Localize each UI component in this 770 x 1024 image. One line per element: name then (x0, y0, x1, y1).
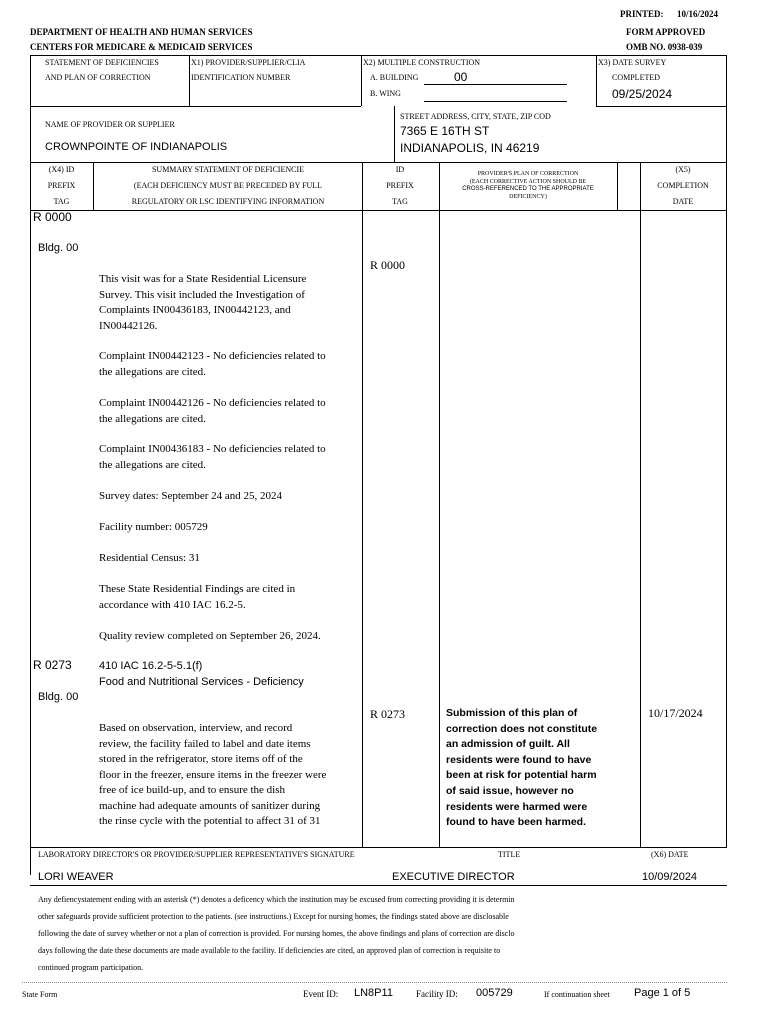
cms-line: CENTERS FOR MEDICARE & MEDICAID SERVICES (30, 42, 253, 52)
completion-header: (X5) COMPLETION DATE (657, 165, 709, 206)
complaint-paragraph-1: Complaint IN00442123 - No deficiencies related to the allegations are cited. (99, 350, 326, 378)
completed-date: 09/25/2024 (612, 87, 673, 101)
facility-id-label: Facility ID: (416, 989, 458, 999)
date-survey-label: X3) DATE SURVEY (598, 58, 667, 67)
provider-name-label: NAME OF PROVIDER OR SUPPLIER (45, 120, 175, 129)
tag-r0000: R 0000 (33, 210, 72, 224)
provider-id-label-2: IDENTIFICATION NUMBER (191, 73, 291, 82)
building-value: 00 (454, 70, 468, 84)
provider-id-label-1: X1) PROVIDER/SUPPLIER/CLIA (191, 58, 306, 67)
signer-name: LORI WEAVER (38, 871, 114, 883)
facility-id: 005729 (476, 987, 513, 999)
signer-title: EXECUTIVE DIRECTOR (392, 871, 515, 883)
printed-date: 10/16/2024 (677, 9, 719, 19)
disclaimer-footnote: Any defiencystatement ending with an asterisk (*) denotes a deficency which the institution may be excused from correcting providing it is determin other safeguards provide sufficient protection to the patients. (see instructions.) Except for nursing homes, the findings stated above are disclosable following the date of survey whether or not a plan of correction is provided. For nursing homes, the above findings and plans of correction are disclo days following the date these documents are made available to the facility. If deficiencies are cited, an approved plan of correction is requisite to continued program participation. (38, 895, 515, 972)
id-prefix-header: ID PREFIX TAG (386, 165, 414, 206)
omb-number: OMB NO. 0938-039 (626, 42, 703, 52)
statement-label-2: AND PLAN OF CORRECTION (45, 73, 151, 82)
address-line-1: 7365 E 16TH ST (400, 124, 490, 138)
continuation-label: If continuation sheet (544, 990, 610, 999)
address-line-2: INDIANAPOLIS, IN 46219 (400, 141, 540, 155)
complaint-paragraph-3: Complaint IN00436183 - No deficiencies related to the allegations are cited. (99, 443, 326, 471)
printed-label: PRINTED: (620, 9, 664, 19)
quality-review: Quality review completed on September 26, 2024. (99, 630, 321, 642)
building-tag-2: Bldg. 00 (38, 691, 79, 703)
completion-date: 10/17/2024 (648, 706, 703, 720)
event-id: LN8P11 (354, 987, 393, 999)
signature-date: 10/09/2024 (642, 871, 698, 883)
findings-paragraph: These State Residential Findings are cited in accordance with 410 IAC 16.2-5. (99, 583, 296, 611)
deficiency-paragraph: Based on observation, interview, and record review, the facility failed to label and date items stored in the refrigerator, store items off of the floor in the freezer, ensure items in the freezer were free of ice build-up, and to ensure the dish machine had adequate amounts of sanitizer during the rinse cycle with the potential to affect 31 of 31 (99, 722, 327, 827)
signature-label: LABORATORY DIRECTOR'S OR PROVIDER/SUPPLIER REPRESENTATIVE'S SIGNATURE (38, 850, 355, 859)
building-label: A. BUILDING (370, 73, 419, 82)
complaint-paragraph-2: Complaint IN00442126 - No deficiencies related to the allegations are cited. (99, 397, 326, 425)
intro-paragraph: This visit was for a State Residential Licensure Survey. This visit included the Investigation of Complaints IN00436183, IN00442123, and IN00442126. (99, 273, 307, 332)
regulation-citation: 410 IAC 16.2-5-5.1(f) (99, 660, 203, 672)
residential-census: Residential Census: 31 (99, 552, 200, 564)
plan-of-correction-text: Submission of this plan of correction does not constitute an admission of guilt. All residents were found to have been at risk for potential harm of said issue, however no residents were harmed were found to have been harmed. (446, 707, 598, 829)
department-line: DEPARTMENT OF HEALTH AND HUMAN SERVICES (30, 27, 253, 37)
tag-r0273-right: R 0273 (370, 707, 406, 721)
provider-name: CROWNPOINTE OF INDIANAPOLIS (45, 141, 228, 153)
multiple-construction-label: X2) MULTIPLE CONSTRUCTION (363, 58, 481, 67)
page-number: Page 1 of 5 (634, 987, 691, 999)
event-id-label: Event ID: (303, 989, 339, 999)
survey-dates: Survey dates: September 24 and 25, 2024 (99, 490, 282, 502)
title-label: TITLE (498, 850, 521, 859)
regulation-title: Food and Nutritional Services - Deficiency (99, 676, 304, 688)
tag-r0273: R 0273 (33, 658, 72, 672)
form-approved: FORM APPROVED (626, 27, 706, 37)
x4-header: (X4) ID PREFIX TAG (47, 165, 76, 206)
address-label: STREET ADDRESS, CITY, STATE, ZIP COD (400, 112, 551, 121)
building-tag-1: Bldg. 00 (38, 242, 79, 254)
facility-number: Facility number: 005729 (99, 521, 208, 533)
statement-label-1: STATEMENT OF DEFICIENCIES (45, 58, 159, 67)
summary-header: SUMMARY STATEMENT OF DEFICIENCIE (EACH DEFICIENCY MUST BE PRECEDED BY FULL REGULATORY OR LSC IDENTIFYING INFORMATION (131, 165, 325, 206)
completed-label: COMPLETED (612, 73, 660, 82)
tag-r0000-right: R 0000 (370, 258, 406, 272)
state-form-label: State Form (22, 990, 58, 999)
plan-of-correction-header: PROVIDER'S PLAN OF CORRECTION (EACH CORRECTIVE ACTION SHOULD BE CROSS-REFERENCED TO THE APPROPRIATE DEFICIENCY) (462, 171, 594, 200)
x6-date-label: (X6) DATE (651, 850, 689, 859)
wing-label: B. WING (370, 89, 401, 98)
